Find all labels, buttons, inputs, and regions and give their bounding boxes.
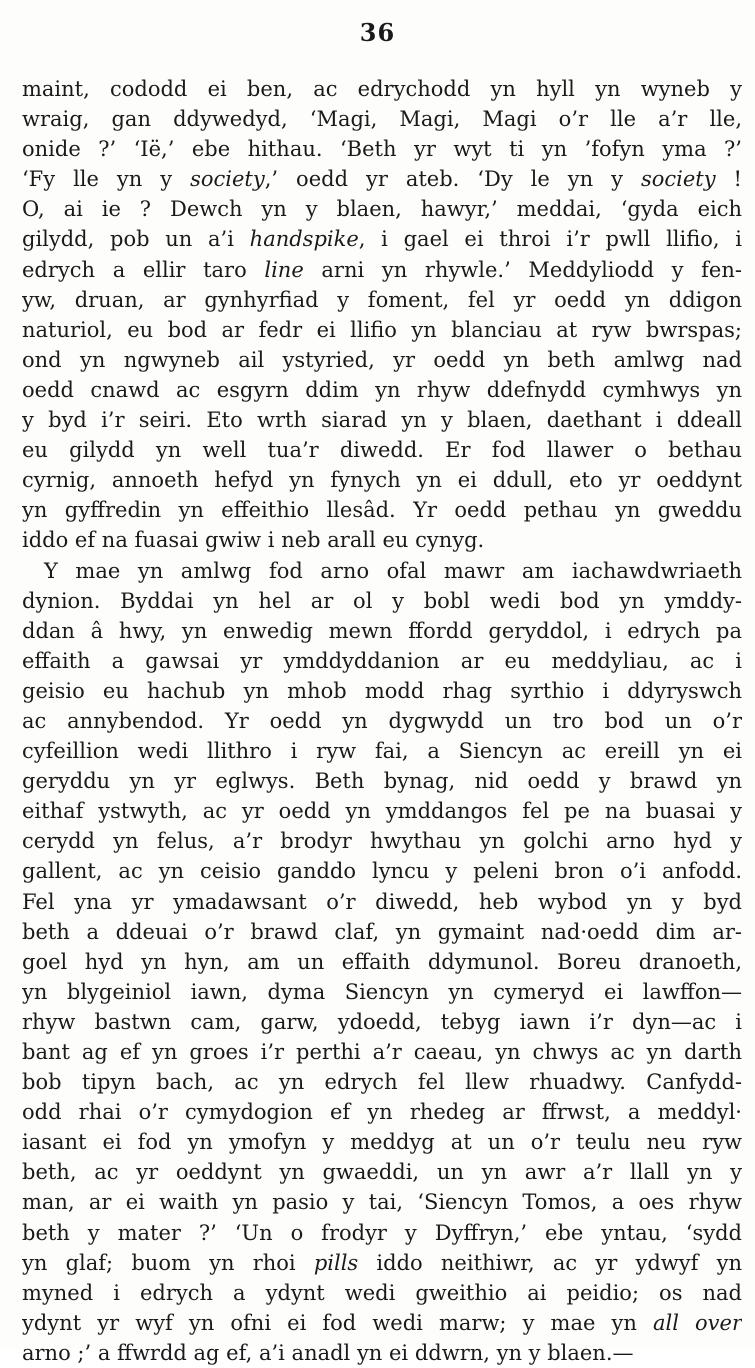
text-line: goel hyd yn hyn, am un effaith ddymunol. Boreu dranoeth, bbox=[22, 949, 742, 974]
text-line: iasant ei fod yn ymofyn y meddyg at un o’r teulu neu ryw bbox=[22, 1130, 742, 1155]
text-line: naturiol, eu bod ar fedr ei llifio yn blanciau at ryw bwrspas; bbox=[22, 317, 742, 342]
text-line: geisio eu hachub yn mhob modd rhag syrthio i ddyryswch bbox=[22, 678, 742, 703]
text-line: bob tipyn bach, ac yn edrych fel llew rhuadwy. Canfydd- bbox=[22, 1070, 742, 1095]
text-line: ydynt yr wyf yn ofni ei fod wedi marw; y mae yn all over bbox=[22, 1310, 742, 1335]
body-text bbox=[22, 74, 742, 1368]
text-line: geryddu yn yr eglwys. Beth bynag, nid oedd y brawd yn bbox=[22, 769, 742, 794]
text-line: eithaf ystwyth, ac yr oedd yn ymddangos fel pe na buasai y bbox=[22, 799, 742, 824]
text-line: wraig, gan ddywedyd, ‘Magi, Magi, Magi o’r lle a’r lle, bbox=[22, 107, 742, 132]
text-line: beth y mater ?’ ‘Un o frodyr y Dyffryn,’ ebe yntau, ‘sydd bbox=[22, 1220, 742, 1245]
text-line: yn blygeiniol iawn, dyma Siencyn yn cymeryd ei lawffon— bbox=[22, 979, 742, 1004]
text-line: ddan â hwy, yn enwedig mewn ffordd geryddol, i edrych pa bbox=[22, 618, 742, 643]
text-line: bant ag ef yn groes i’r perthi a’r caeau, yn chwys ac yn darth bbox=[22, 1040, 742, 1064]
text-line: cyfeillion wedi llithro i ryw fai, a Siencyn ac ereill yn ei bbox=[22, 739, 742, 764]
text-line: iddo ef na fuasai gwiw i neb arall eu cynyg. bbox=[22, 528, 485, 553]
text-line: ‘Fy lle yn y society,’ oedd yr ateb. ‘Dy le yn y society ! bbox=[22, 167, 742, 192]
text-line: beth a ddeuai o’r brawd claf, yn gymaint nad·oedd dim ar- bbox=[22, 919, 742, 944]
text-line: myned i edrych a ydynt wedi gweithio ai peidio; os nad bbox=[22, 1280, 742, 1305]
text-line: Fel yna yr ymadawsant o’r diwedd, heb wybod yn y byd bbox=[22, 889, 742, 914]
text-line: cerydd yn felus, a’r brodyr hwythau yn golchi arno hyd y bbox=[22, 829, 742, 854]
text-line: gilydd, pob un a’i handspike, i gael ei throi i’r pwll llifio, i bbox=[22, 227, 742, 252]
text-line: ac annybendod. Yr oedd yn dygwydd un tro bod un o’r bbox=[22, 708, 742, 733]
page-number: 36 bbox=[359, 18, 396, 47]
text-line: rhyw bastwn cam, garw, ydoedd, tebyg iawn i’r dyn—ac i bbox=[22, 1009, 742, 1034]
text-line: edrych a ellir taro line arni yn rhywle.’ Meddyliodd y fen- bbox=[22, 257, 742, 282]
text-line: onide ?’ ‘Ië,’ ebe hithau. ‘Beth yr wyt ti yn ’fofyn yma ?’ bbox=[22, 137, 742, 162]
text-line: O, ai ie ? Dewch yn y blaen, hawyr,’ meddai, ‘gyda eich bbox=[22, 197, 742, 222]
text-line: yw, druan, ar gynhyrfiad y foment, fel yr oedd yn ddigon bbox=[22, 287, 742, 312]
text-line: yn glaf; buom yn rhoi pills iddo neithiwr, ac yr ydwyf yn bbox=[22, 1250, 742, 1275]
text-line: dynion. Byddai yn hel ar ol y bobl wedi bod yn ymddy- bbox=[22, 588, 742, 613]
text-line: maint, cododd ei ben, ac edrychodd yn hyll yn wyneb y bbox=[22, 77, 742, 101]
text-line: y byd i’r seiri. Eto wrth siarad yn y blaen, daethant i ddeall bbox=[22, 408, 742, 433]
text-line: gallent, ac yn ceisio ganddo lyncu y peleni bron o’i anfodd. bbox=[22, 859, 742, 884]
text-line: yn gyffredin yn effeithio llesâd. Yr oedd pethau yn gweddu bbox=[22, 498, 742, 523]
text-line: Y mae yn amlwg fod arno ofal mawr am iachawdwriaeth bbox=[44, 558, 742, 583]
text-line: odd rhai o’r cymydogion ef yn rhedeg ar ffrwst, a meddyl· bbox=[22, 1100, 742, 1125]
text-line: arno ;’ a ffwrdd ag ef, a’i anadl yn ei ddwrn, yn y blaen.— bbox=[22, 1340, 634, 1365]
text-line: man, ar ei waith yn pasio y tai, ‘Siencyn Tomos, a oes rhyw bbox=[22, 1190, 742, 1215]
text-line: effaith a gawsai yr ymddyddanion ar eu meddyliau, ac i bbox=[22, 648, 742, 673]
text-line: ond yn ngwyneb ail ystyried, yr oedd yn beth amlwg nad bbox=[22, 347, 742, 372]
text-line: oedd cnawd ac esgyrn ddim yn rhyw ddefnydd cymhwys yn bbox=[22, 377, 742, 402]
text-line: cyrnig, annoeth hefyd yn fynych yn ei ddull, eto yr oeddynt bbox=[22, 468, 742, 493]
text-line: beth, ac yr oeddynt yn gwaeddi, un yn awr a’r llall yn y bbox=[22, 1160, 742, 1185]
text-line: eu gilydd yn well tua’r diwedd. Er fod llawer o bethau bbox=[22, 438, 742, 463]
